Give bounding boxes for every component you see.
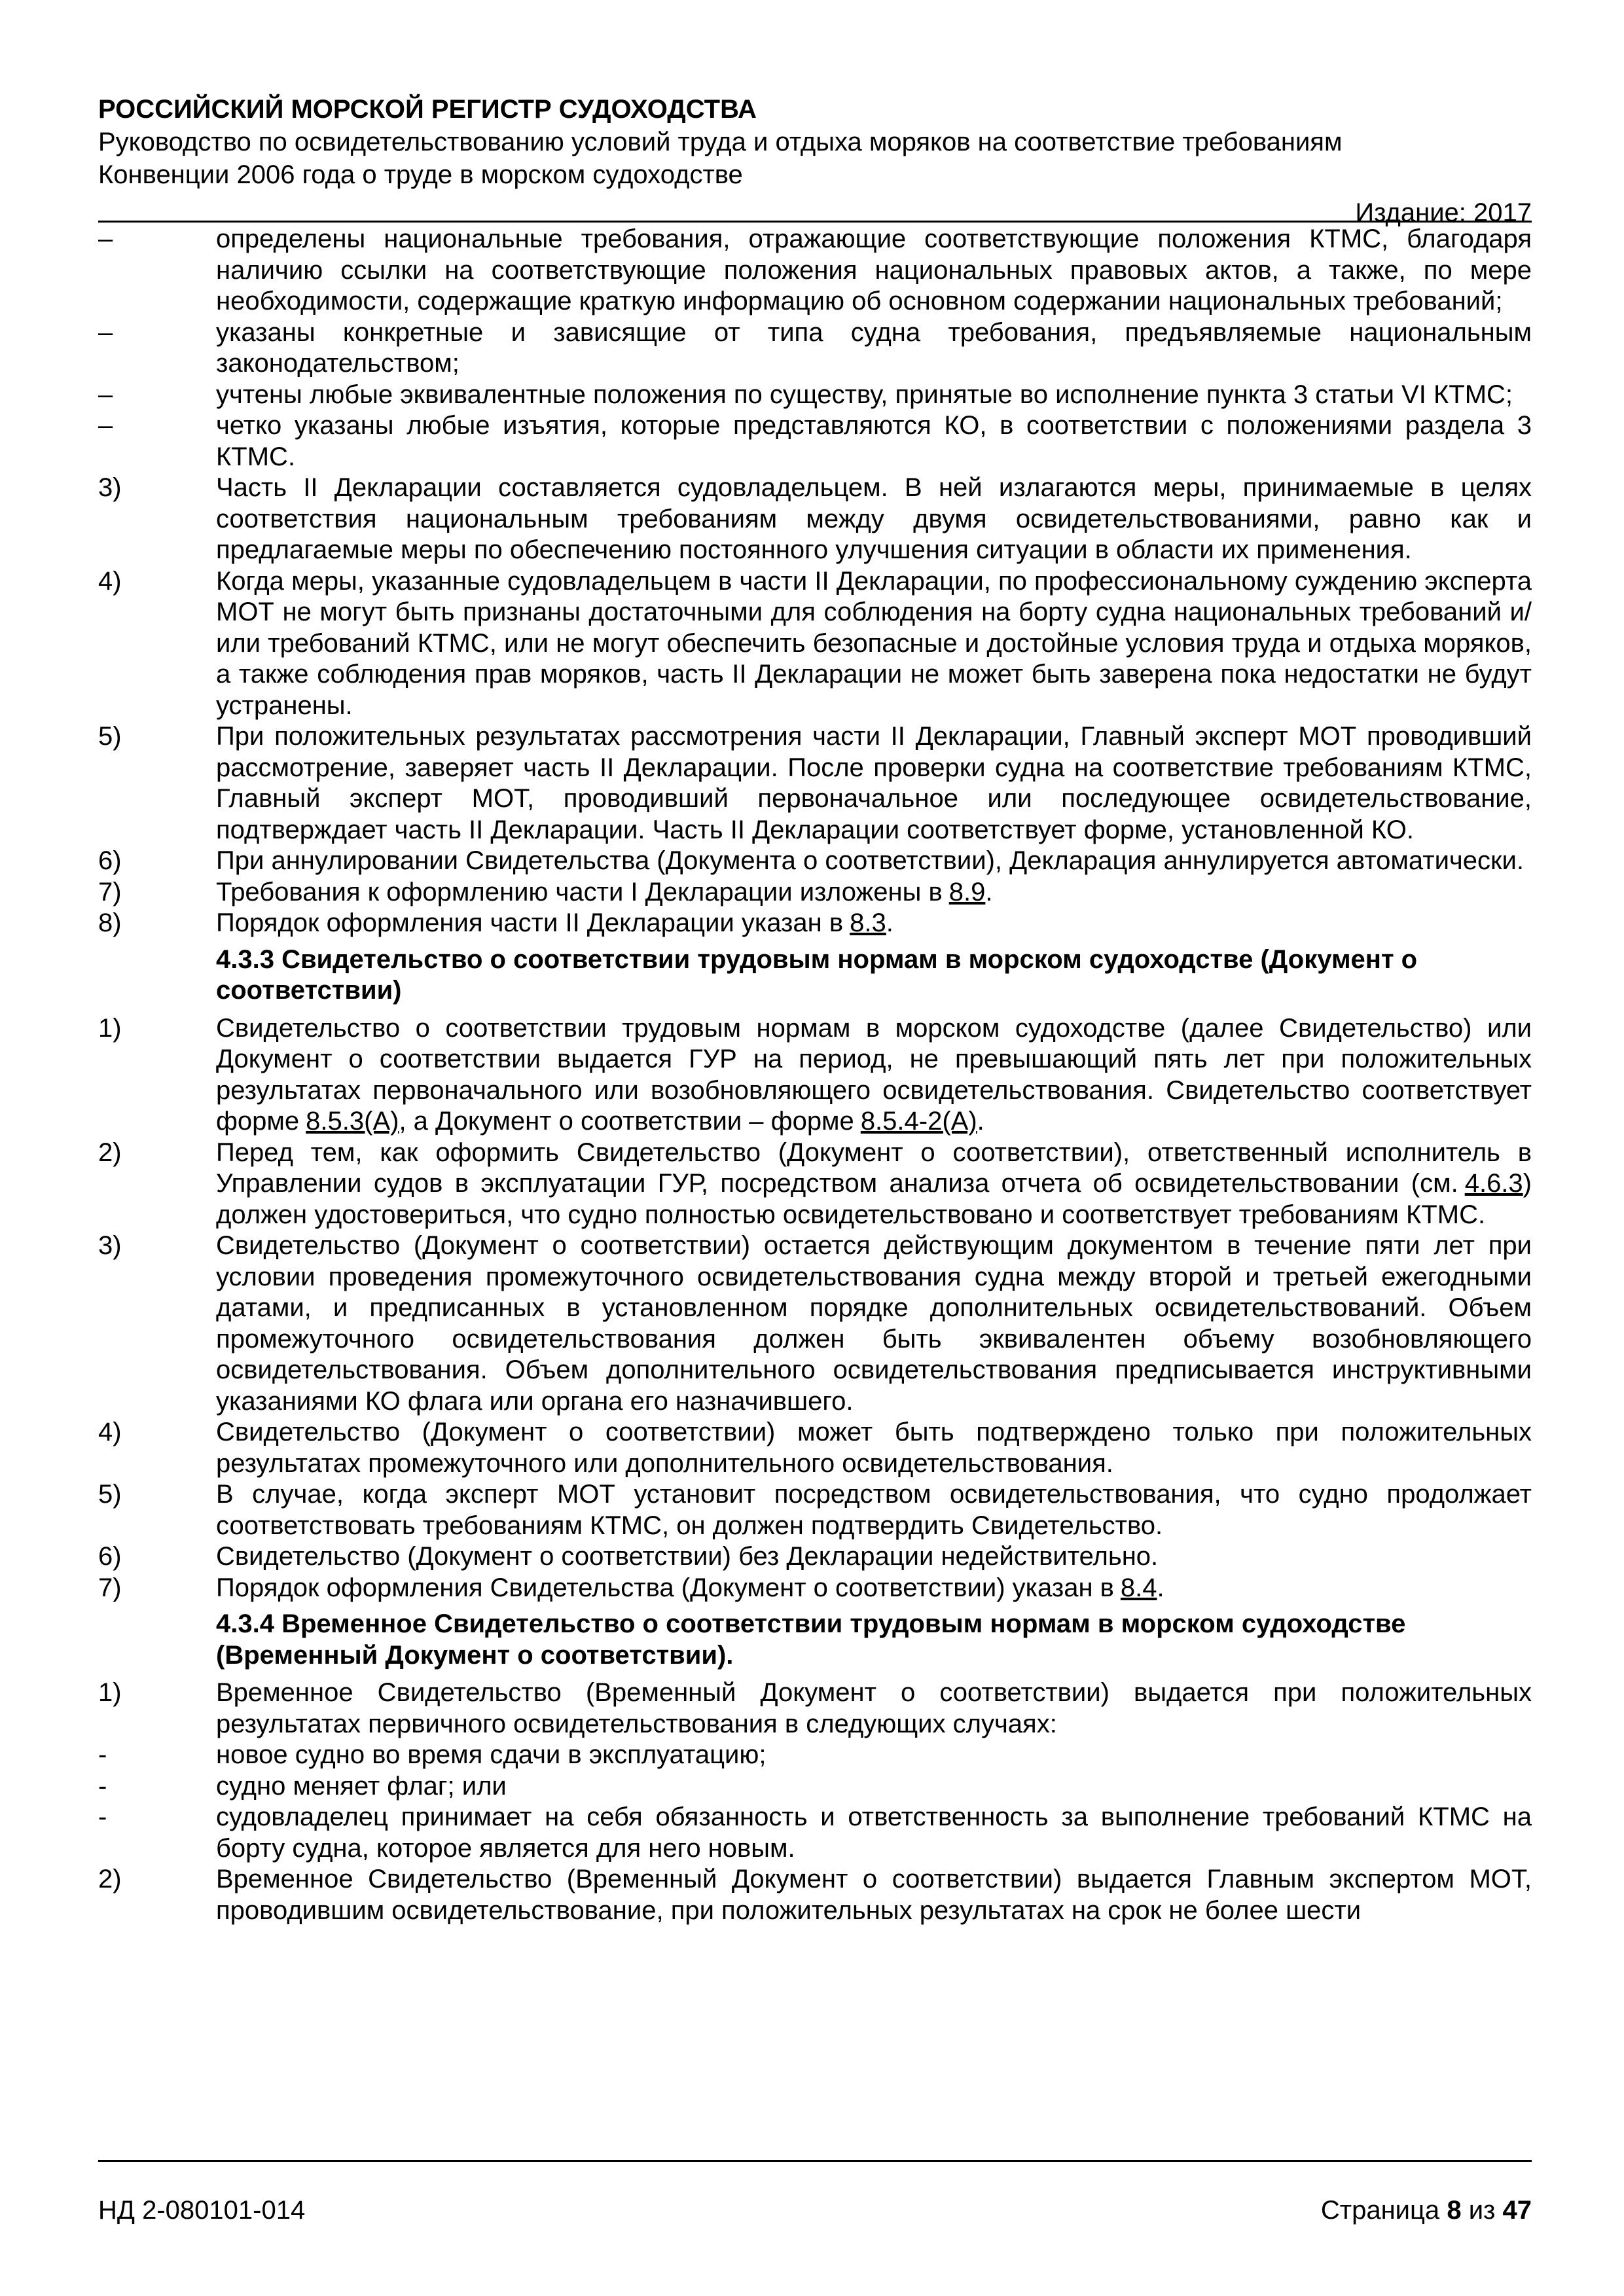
list-item	[98, 1479, 1532, 1541]
list-marker: 3)	[98, 473, 122, 502]
footer-divider	[98, 2160, 1532, 2162]
list-item	[98, 1230, 1532, 1417]
page-header	[98, 93, 1532, 229]
footer-doc-code: НД 2-080101-014	[98, 2196, 306, 2225]
list-marker: 2)	[98, 1138, 122, 1167]
list-item	[98, 473, 1532, 566]
page-label: Страница	[1320, 2196, 1440, 2225]
list-item	[98, 224, 1532, 317]
list-text: Часть II Декларации составляется судовладельцем. В ней излагаются меры, принимаемые в целях соответствия национальным требованиям между двумя освидетельствованиями, равно как и предлагаемые меры по обеспечению постоянного улучшения ситуации в области их применения.	[216, 473, 1532, 564]
list-marker: 1)	[98, 1678, 122, 1707]
list-item	[98, 1573, 1532, 1604]
list-item	[98, 908, 1532, 939]
list-text-tail: .	[985, 877, 993, 906]
list-text: Свидетельство (Документ о соответствии) без Декларации недействительно.	[216, 1542, 1159, 1571]
list-item	[98, 1802, 1532, 1864]
reference-link-4-6-3[interactable]: 4.6.3	[1464, 1169, 1523, 1198]
list-marker: 7)	[98, 1573, 122, 1602]
page-total: 47	[1502, 2196, 1532, 2225]
list-text: Порядок оформления Свидетельства (Документ о соответствии) указан в	[216, 1573, 1114, 1602]
list-marker: 7)	[98, 877, 122, 906]
list-marker: 8)	[98, 908, 122, 937]
reference-link-8-3[interactable]: 8.3	[850, 908, 886, 937]
list-text: При положительных результатах рассмотрения части II Декларации, Главный эксперт МОТ проводивший рассмотрение, заверяет часть II Декларации. После проверки судна на соответствие требованиям КТМС, Главный эксперт МОТ, проводивший первоначальное или последующее освидетельствование, подтверждает часть II Декларации. Часть II Декларации соответствует форме, установленной КО.	[216, 722, 1532, 844]
list-item	[98, 1013, 1532, 1138]
list-item	[98, 721, 1532, 846]
list-text: судно меняет флаг; или	[216, 1771, 507, 1801]
footer-page-number	[1321, 2194, 1532, 2227]
list-marker: 4)	[98, 1418, 122, 1446]
list-marker: -	[98, 1771, 107, 1801]
section-heading-4-3-4: 4.3.4 Временное Свидетельство о соответствии трудовым нормам в морском судоходстве (Временный Документ о соответствии).	[216, 1609, 1406, 1670]
list-item	[98, 1677, 1532, 1740]
list-marker: –	[98, 224, 113, 253]
list-item	[98, 846, 1532, 877]
list-item	[98, 1138, 1532, 1231]
page-body	[98, 224, 1532, 1926]
list-text-tail: .	[1157, 1573, 1164, 1602]
list-text: Свидетельство (Документ о соответствии) может быть подтверждено только при положительных результатах промежуточного или дополнительного освидетельствования.	[216, 1418, 1532, 1478]
header-org: РОССИЙСКИЙ МОРСКОЙ РЕГИСТР СУДОХОДСТВА	[98, 95, 757, 124]
list-text: Временное Свидетельство (Временный Документ о соответствии) выдается при положительных результатах первичного освидетельствования в следующих случаях:	[216, 1678, 1532, 1738]
list-text-tail: .	[977, 1107, 984, 1136]
list-text: определены национальные требования, отражающие соответствующие положения КТМС, благодаря наличию ссылки на соответствующие положения национальных правовых актов, а также, по мере необходимости, содержащие краткую информацию об основном содержании национальных требований;	[216, 224, 1532, 315]
list-item	[98, 380, 1532, 411]
list-text-tail: ) должен удостовериться, что судно полностью освидетельствовано и соответствует требованиям КТМС.	[216, 1169, 1532, 1229]
reference-link-8-5-4-2[interactable]: 8.5.4-2(А)	[860, 1107, 977, 1136]
list-marker: 3)	[98, 1231, 122, 1260]
list-text: В случае, когда эксперт МОТ установит посредством освидетельствования, что судно продолжает соответствовать требованиям КТМС, он должен подтвердить Свидетельство.	[216, 1480, 1532, 1540]
reference-link-8-4[interactable]: 8.4	[1120, 1573, 1157, 1602]
list-marker: 6)	[98, 846, 122, 875]
list-item	[98, 566, 1532, 722]
list-text: Требования к оформлению части I Декларации изложены в	[216, 877, 943, 906]
list-text: Порядок оформления части II Декларации указан в	[216, 908, 844, 937]
header-title-line1: Руководство по освидетельствованию условий труда и отдыха моряков на соответствие требованиям	[98, 128, 1343, 156]
list-item	[98, 1864, 1532, 1926]
list-marker: 5)	[98, 1480, 122, 1509]
list-text: Перед тем, как оформить Свидетельство (Документ о соответствии), ответственный исполнитель в Управлении судов в эксплуатации ГУР, посредством анализа отчета об освидетельствовании (см.	[216, 1138, 1532, 1198]
list-text: судовладелец принимает на себя обязанность и ответственность за выполнение требований КТМС на борту судна, которое является для него новым.	[216, 1803, 1532, 1863]
header-edition: Издание: 2017	[1355, 198, 1532, 227]
list-item	[98, 1541, 1532, 1573]
list-text: Когда меры, указанные судовладельцем в части II Декларации, по профессиональному суждению эксперта МОТ не могут быть признаны достаточными для соблюдения на борту судна национальных требований и/или требований КТМС, или не могут обеспечить безопасные и достойные условия труда и отдыха моряков, а также соблюдения прав моряков, часть II Декларации не может быть заверена пока недостатки не будут устранены.	[216, 566, 1532, 720]
list-text: Свидетельство о соответствии трудовым нормам в морском судоходстве (далее Свидетельство) или Документ о соответствии выдается ГУР на период, не превышающий пять лет при положительных результатах первоначального или возобновляющего освидетельствования. Свидетельство соответствует форме	[216, 1013, 1532, 1136]
list-item	[98, 877, 1532, 908]
list-marker: 4)	[98, 566, 122, 596]
page-of: из	[1468, 2196, 1496, 2225]
list-marker: -	[98, 1803, 107, 1831]
list-item	[98, 1417, 1532, 1479]
list-marker: 5)	[98, 722, 122, 751]
list-marker: –	[98, 411, 113, 440]
list-text: учтены любые эквивалентные положения по существу, принятые во исполнение пункта 3 статьи VI КТМС;	[216, 380, 1513, 409]
list-text-tail: .	[886, 908, 893, 937]
header-divider	[98, 221, 1532, 223]
list-item	[98, 1740, 1532, 1771]
list-text: При аннулировании Свидетельства (Документа о соответствии), Декларация аннулируется автоматически.	[216, 846, 1524, 875]
list-text: Свидетельство (Документ о соответствии) остается действующим документом в течение пяти лет при условии проведения промежуточного освидетельствования судна между второй и третьей ежегодными датами, и предписанных в установленном порядке дополнительных освидетельствований. Объем промежуточного освидетельствования должен быть эквивалентен объему возобновляющего освидетельствования. Объем дополнительного освидетельствования предписывается инструктивными указаниями КО флага или органа его назначившего.	[216, 1231, 1532, 1416]
list-text: четко указаны любые изъятия, которые представляются КО, в соответствии с положениями раздела 3 КТМС.	[216, 411, 1532, 471]
list-marker: 6)	[98, 1542, 122, 1571]
list-marker: 2)	[98, 1865, 122, 1893]
list-item	[98, 317, 1532, 380]
list-text: новое судно во время сдачи в эксплуатацию;	[216, 1740, 767, 1769]
list-marker: –	[98, 317, 113, 347]
list-text: указаны конкретные и зависящие от типа судна требования, предъявляемые национальным законодательством;	[216, 317, 1532, 378]
reference-link-8-9[interactable]: 8.9	[948, 877, 986, 906]
page-current: 8	[1447, 2196, 1462, 2225]
list-marker: -	[98, 1740, 107, 1769]
header-title-line2: Конвенции 2006 года о труде в морском судоходстве	[98, 160, 743, 189]
list-marker: 1)	[98, 1013, 122, 1043]
list-item	[98, 410, 1532, 473]
list-marker: –	[98, 380, 113, 409]
list-item	[98, 1771, 1532, 1803]
list-text-mid: , а Документ о соответствии – форме	[399, 1107, 854, 1136]
list-text: Временное Свидетельство (Временный Документ о соответствии) выдается Главным экспертом МОТ, проводившим освидетельствование, при положительных результатах на срок не более шести	[216, 1865, 1532, 1925]
reference-link-8-5-3[interactable]: 8.5.3(А)	[306, 1107, 399, 1136]
section-heading-4-3-3: 4.3.3 Свидетельство о соответствии трудовым нормам в морском судоходстве (Документ о соответствии)	[216, 944, 1418, 1005]
